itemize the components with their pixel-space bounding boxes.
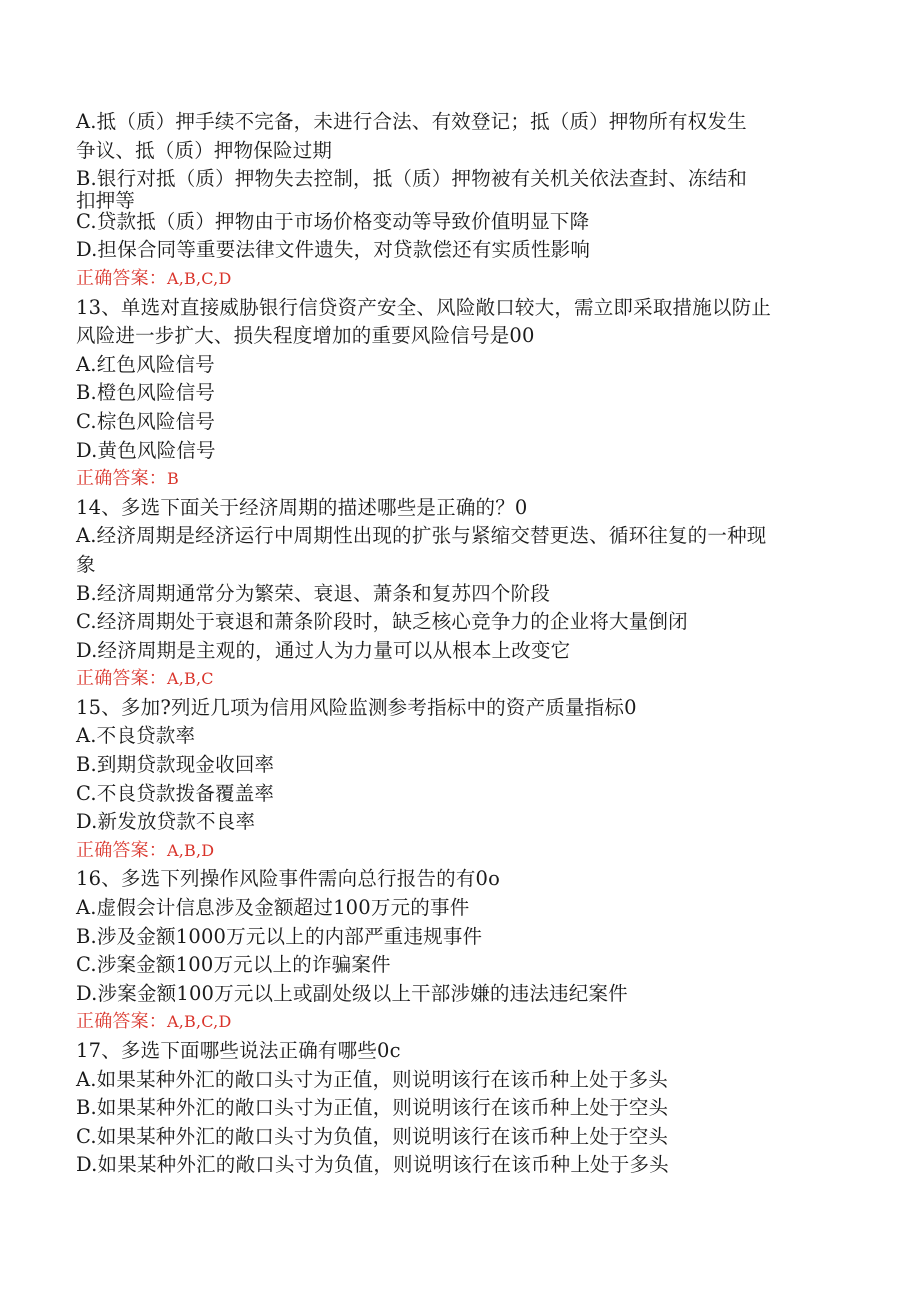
q13-answer — [76, 465, 846, 494]
q15-option-c: C.不良贷款拨备覆盖率 — [76, 781, 275, 805]
q16-option-d: D.涉案金额100万元以上或副处级以上干部涉嫌的违法违纪案件 — [76, 981, 628, 1005]
answer-value: A,B,C,D — [167, 268, 232, 288]
q15-option-d: D.新发放贷款不良率 — [76, 810, 256, 834]
q17-option-c: C.如果某种外汇的敞口头寸为负值，则说明该行在该币种上处于空头 — [76, 1124, 669, 1148]
q14-option-a-line1: A.经济周期是经济运行中周期性出现的扩张与紧缩交替更迭、循环往复的一种现 — [76, 524, 767, 548]
answer-label: 正确答案： — [76, 267, 167, 289]
q14-option-a-line2: 象 — [76, 552, 96, 576]
answer-value: A,B,C,D — [167, 1012, 232, 1032]
q12-option-a-line1: A.抵（质）押手续不完备，未进行合法、有效登记；抵（质）押物所有权发生 — [76, 110, 747, 133]
q13-option-d: D.黄色风险信号 — [76, 438, 216, 462]
q17-option-d: D.如果某种外汇的敞口头寸为负值，则说明该行在该币种上处于多头 — [76, 1153, 669, 1177]
q16-question: 16、多选下列操作风险事件需向总行报告的有0o — [76, 867, 501, 891]
q16-option-c: C.涉案金额100万元以上的诈骗案件 — [76, 953, 391, 977]
answer-label: 正确答案： — [76, 1011, 167, 1033]
q13-question-line1: 13、单选对直接威胁银行信贷资产安全、风险敞口较大，需立即采取措施以防止 — [76, 295, 772, 319]
answer-value: B — [167, 469, 179, 489]
q14-question: 14、多选下面关于经济周期的描述哪些是正确的？0 — [76, 495, 528, 519]
q15-option-a: A.不良贷款率 — [76, 724, 196, 748]
q13-option-b: B.橙色风险信号 — [76, 381, 216, 405]
q16-answer — [76, 1008, 846, 1037]
q17-option-a: A.如果某种外汇的敞口头寸为正值，则说明该行在该币种上处于多头 — [76, 1067, 668, 1091]
q16-option-a: A.虚假会计信息涉及金额超过100万元的事件 — [76, 896, 470, 920]
q12-option-c: C.贷款抵（质）押物由于市场价格变动等导致价值明显下降 — [76, 209, 590, 233]
answer-label: 正确答案： — [76, 839, 167, 861]
q12-option-a-line2: 争议、抵（质）押物保险过期 — [76, 138, 333, 162]
q14-option-b: B.经济周期通常分为繁荣、衰退、萧条和复苏四个阶段 — [76, 581, 551, 605]
answer-value: A,B,D — [167, 840, 215, 860]
q14-option-c: C.经济周期处于衰退和萧条阶段时，缺乏核心竞争力的企业将大量倒闭 — [76, 610, 688, 634]
document-page — [76, 108, 846, 1180]
q12-option-d: D.担保合同等重要法律文件遗失，对贷款偿还有实质性影响 — [76, 238, 591, 262]
q14-answer — [76, 665, 846, 694]
q17-option-b: B.如果某种外汇的敞口头寸为正值，则说明该行在该币种上处于空头 — [76, 1096, 669, 1120]
q15-option-b: B.到期贷款现金收回率 — [76, 753, 275, 777]
q12-option-b-line2: 扣押等 — [76, 188, 136, 212]
q14-option-d: D.经济周期是主观的，通过人为力量可以从根本上改变它 — [76, 638, 571, 662]
answer-value: A,B,C — [167, 669, 214, 689]
q12-option-b-line1: B.银行对抵（质）押物失去控制，抵（质）押物被有关机关依法查封、冻结和 — [76, 167, 748, 191]
q17-question: 17、多选下面哪些说法正确有哪些0c — [76, 1039, 401, 1062]
q16-option-b: B.涉及金额1000万元以上的内部严重违规事件 — [76, 924, 483, 948]
q13-option-a: A.红色风险信号 — [76, 352, 215, 376]
answer-label: 正确答案： — [76, 468, 167, 490]
answer-label: 正确答案： — [76, 668, 167, 690]
q15-answer — [76, 837, 846, 866]
q13-question-line2: 风险进一步扩大、损失程度增加的重要风险信号是00 — [76, 324, 535, 348]
q15-question: 15、多加?列近几项为信用风险监测参考指标中的资产质量指标0 — [76, 695, 637, 719]
q13-option-c: C.棕色风险信号 — [76, 409, 216, 433]
q12-answer — [76, 265, 846, 294]
